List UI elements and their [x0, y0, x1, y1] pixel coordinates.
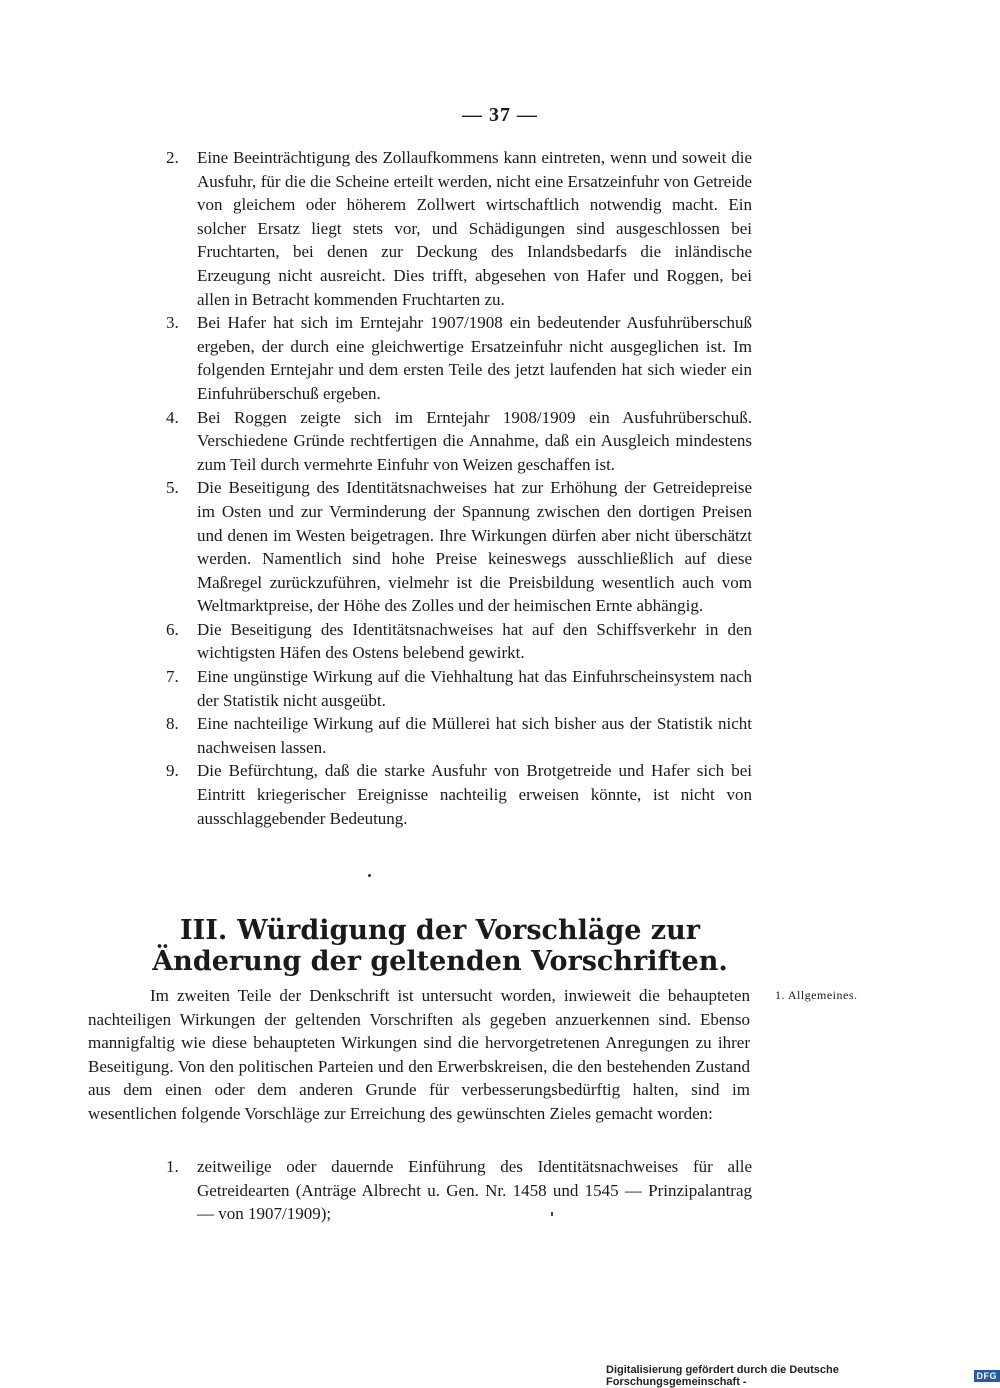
print-speck — [368, 874, 371, 877]
dfg-logo-icon: DFG — [974, 1370, 1000, 1382]
list-number: 4. — [166, 406, 197, 477]
page-number: — 37 — — [0, 104, 1000, 127]
list-number: 7. — [166, 665, 197, 712]
list-text: zeitweilige oder dauernde Einführung des Identitätsnachweises für alle Getreidearten (Anträge Albrecht u. Gen. Nr. 1458 und 1545 — Prinzipalantrag — von 1907/1909); — [197, 1155, 752, 1226]
list-text: Bei Roggen zeigte sich im Erntejahr 1908/1909 ein Ausfuhrüberschuß. Verschiedene Gründe rechtfertigen die Annahme, daß ein Ausgleich mindestens zum Teil durch vermehrte Einfuhr von Weizen geschaffen ist. — [197, 406, 752, 477]
list-text: Eine nachteilige Wirkung auf die Müllerei hat sich bisher aus der Statistik nicht nachweisen lassen. — [197, 712, 752, 759]
numbered-list-bottom — [166, 1155, 752, 1226]
list-number: 1. — [166, 1155, 197, 1226]
section-number: III. — [180, 915, 227, 946]
body-paragraph: Im zweiten Teile der Denkschrift ist untersucht worden, inwieweit die behaupteten nachteiligen Wirkungen der geltenden Vorschriften als gegeben anzuerkennen sind. Ebenso mannigfaltig wie diese behaupteten Wirkungen sind die hervorgetretenen Anregungen zu ihrer Beseitigung. Von den politischen Parteien und den Erwerbskreisen, die den bestehenden Zustand aus dem einen oder dem anderen Grunde für verbesserungsbedürftig halten, sind im wesentlichen folgende Vorschläge zur Erreichung des gewünschten Zieles gemacht worden: — [88, 984, 750, 1126]
list-number: 5. — [166, 476, 197, 618]
footer-text: Digitalisierung gefördert durch die Deutsche Forschungsgemeinschaft - — [606, 1364, 970, 1388]
list-item — [166, 712, 752, 759]
list-item — [166, 476, 752, 618]
list-item — [166, 759, 752, 830]
list-text: Eine ungünstige Wirkung auf die Viehhaltung hat das Einfuhrscheinsystem nach der Statistik nicht ausgeübt. — [197, 665, 752, 712]
list-text: Die Befürchtung, daß die starke Ausfuhr von Brotgetreide und Hafer sich bei Eintritt kriegerischer Ereignisse nachteilig erweisen könnte, ist nicht von ausschlaggebender Bedeutung. — [197, 759, 752, 830]
list-number: 8. — [166, 712, 197, 759]
list-number: 2. — [166, 146, 197, 311]
list-number: 9. — [166, 759, 197, 830]
margin-note: 1. Allgemeines. — [775, 988, 935, 1003]
list-text: Die Beseitigung des Identitätsnachweises hat auf den Schiffsverkehr in den wichtigsten Häfen des Ostens belebend gewirkt. — [197, 618, 752, 665]
numbered-list-top — [166, 146, 752, 830]
list-item — [166, 146, 752, 311]
section-title: Würdigung der Vorschläge zur Änderung der geltenden Vorschriften. — [152, 915, 728, 977]
list-item — [166, 618, 752, 665]
print-speck — [551, 1212, 553, 1216]
section-heading — [130, 915, 750, 977]
list-item — [166, 406, 752, 477]
list-number: 6. — [166, 618, 197, 665]
list-text: Die Beseitigung des Identitätsnachweises hat zur Erhöhung der Getreidepreise im Osten und zur Verminderung der Spannung zwischen den dortigen Preisen und denen im Westen beigetragen. Ihre Wirkungen dürfen aber nicht überschätzt werden. Namentlich sind hohe Preise keineswegs ausschließlich auf diese Maßregel zurückzuführen, vielmehr ist die Preisbildung wesentlich auch vom Weltmarktpreise, der Höhe des Zolles und der heimischen Ernte abhängig. — [197, 476, 752, 618]
digitization-footer — [606, 1364, 1000, 1388]
list-text: Bei Hafer hat sich im Erntejahr 1907/1908 ein bedeutender Ausfuhrüberschuß ergeben, der durch eine gleichwertige Ersatzeinfuhr nicht ausgeglichen ist. Im folgenden Erntejahr und dem ersten Teile des jetzt laufenden hat sich wieder ein Einfuhrüberschuß ergeben. — [197, 311, 752, 405]
list-item — [166, 311, 752, 405]
list-number: 3. — [166, 311, 197, 405]
list-text: Eine Beeinträchtigung des Zollaufkommens kann eintreten, wenn und soweit die Ausfuhr, für die die Scheine erteilt werden, nicht eine Ersatzeinfuhr von Getreide von gleichem oder höherem Zollwert wirtschaftlich notwendig macht. Ein solcher Ersatz liegt stets vor, und Schädigungen sind ausgeschlossen bei Fruchtarten, bei denen zur Deckung des Inlandsbedarfs die inländische Erzeugung nicht ausreicht. Dies trifft, abgesehen von Hafer und Roggen, bei allen in Betracht kommenden Fruchtarten zu. — [197, 146, 752, 311]
list-item — [166, 1155, 752, 1226]
list-item — [166, 665, 752, 712]
